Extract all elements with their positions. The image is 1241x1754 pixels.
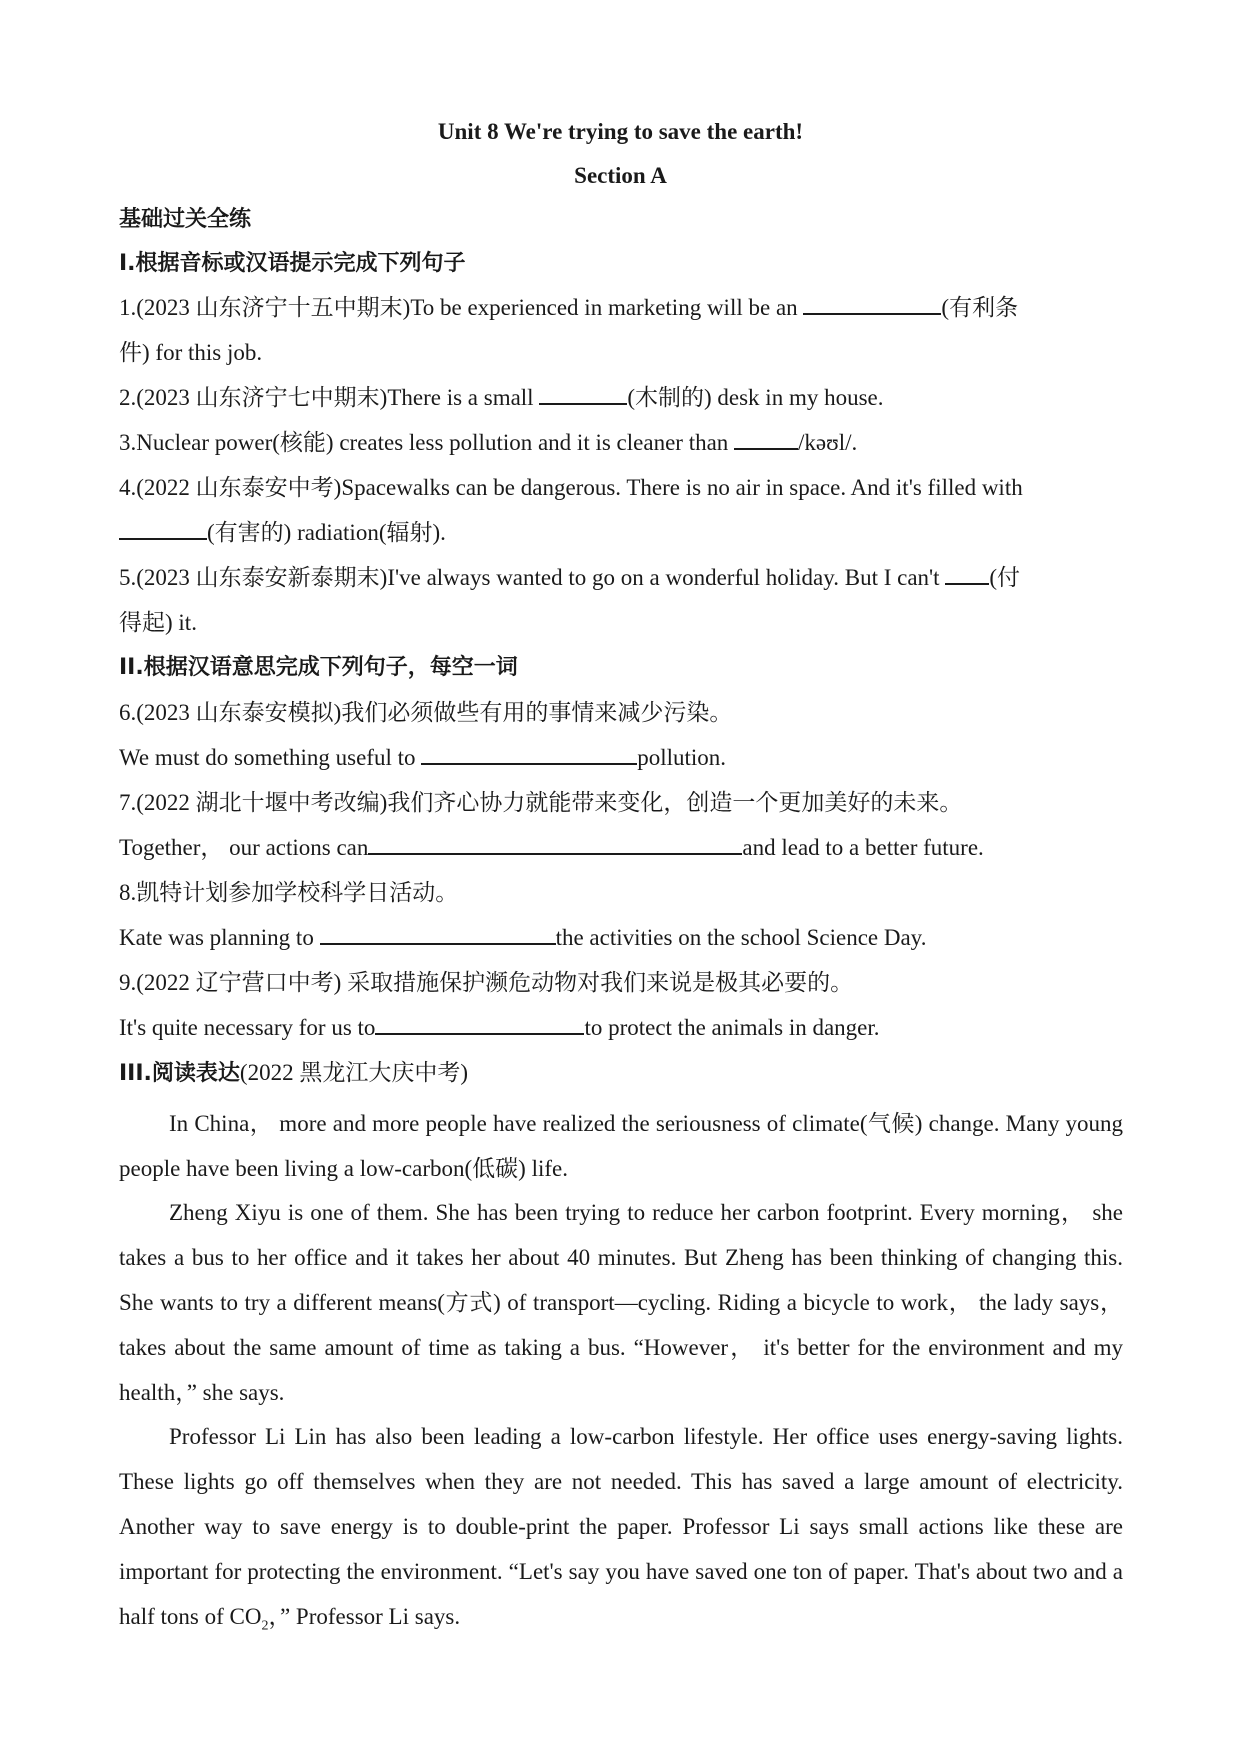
- question-4-cont: (有害的) radiation(辐射).: [119, 518, 446, 548]
- question-1: 1.(2023 山东济宁十五中期末)To be experienced in marketing will be an (有利条: [119, 295, 1019, 320]
- part3-heading: III.阅读表达: [119, 1061, 240, 1086]
- question-9-chinese: 9.(2022 辽宁营口中考) 采取措施保护濒危动物对我们来说是极其必要的。: [119, 970, 854, 995]
- answer-blank-4[interactable]: [119, 518, 207, 540]
- section-label: 基础过关全练: [119, 207, 252, 232]
- question-4: 4.(2022 山东泰安中考)Spacewalks can be dangerous. There is no air in space. And it's filled with: [119, 475, 1023, 500]
- question-9: It's quite necessary for us to to protect the animals in danger.: [119, 1015, 880, 1040]
- section-title: Section A: [574, 163, 667, 188]
- answer-blank-1[interactable]: [803, 293, 941, 315]
- question-6-chinese: 6.(2023 山东泰安模拟)我们必须做些有用的事情来减少污染。: [119, 700, 733, 725]
- question-6: We must do something useful to pollution.: [119, 745, 727, 770]
- question-1-cont: 件) for this job.: [119, 340, 263, 365]
- question-7-chinese: 7.(2022 湖北十堰中考改编)我们齐心协力就能带来变化，创造一个更加美好的未来。: [119, 790, 963, 815]
- reading-paragraph-1: In China， more and more people have realized the seriousness of climate(气候) change. Many young people have been living a low-carbon(低碳) life.: [119, 1111, 1123, 1181]
- answer-blank-9[interactable]: [375, 1013, 584, 1035]
- part3-heading-line: [119, 1058, 468, 1089]
- question-8-chinese: 8.凯特计划参加学校科学日活动。: [119, 880, 459, 905]
- reading-paragraph-3: Professor Li Lin has also been leading a low-carbon lifestyle. Her office uses energy-saving lights. These lights go off themselves when they are not needed. This has saved a large amount of electricity. Another way to save energy is to double-print the paper. Professor Li says small actions like these are important for protecting the environment. “Let's say you have saved one ton of paper. That's about two and a half tons of $CO_2$，” Professor Li says.: [119, 1424, 1123, 1634]
- reading-paragraph-2: Zheng Xiyu is one of them. She has been trying to reduce her carbon footprint. Every morning， she takes a bus to her office and it takes her about 40 minutes. But Zheng has been thinking of changing this. She wants to try a different means(方式) of transport—cycling. Riding a bicycle to work， the lady says， takes about the same amount of time as taking a bus. “However， it's better for the environment and my health，” she says.: [119, 1200, 1123, 1405]
- question-8: Kate was planning to the activities on the school Science Day.: [119, 925, 927, 950]
- part3-source: (2022 黑龙江大庆中考): [239, 1060, 468, 1085]
- page-title: Unit 8 We're trying to save the earth!: [437, 119, 804, 144]
- answer-blank-2[interactable]: [539, 383, 627, 405]
- answer-blank-6[interactable]: [421, 743, 637, 765]
- part2-heading: II.根据汉语意思完成下列句子，每空一词: [119, 655, 518, 680]
- answer-blank-3[interactable]: [734, 428, 798, 450]
- answer-blank-8[interactable]: [320, 923, 556, 945]
- question-2: 2.(2023 山东济宁七中期末)There is a small (木制的) desk in my house.: [119, 385, 884, 410]
- question-7: Together， our actions can and lead to a better future.: [119, 835, 984, 860]
- part1-heading: I.根据音标或汉语提示完成下列句子: [119, 251, 466, 276]
- question-5: 5.(2023 山东泰安新泰期末)I've always wanted to go on a wonderful holiday. But I can't (付: [119, 565, 1020, 590]
- question-3: 3.Nuclear power(核能) creates less pollution and it is cleaner than /kəʊl/.: [119, 430, 858, 455]
- question-5-cont: 得起) it.: [119, 610, 197, 635]
- answer-blank-7[interactable]: [368, 833, 742, 855]
- answer-blank-5[interactable]: [945, 563, 989, 585]
